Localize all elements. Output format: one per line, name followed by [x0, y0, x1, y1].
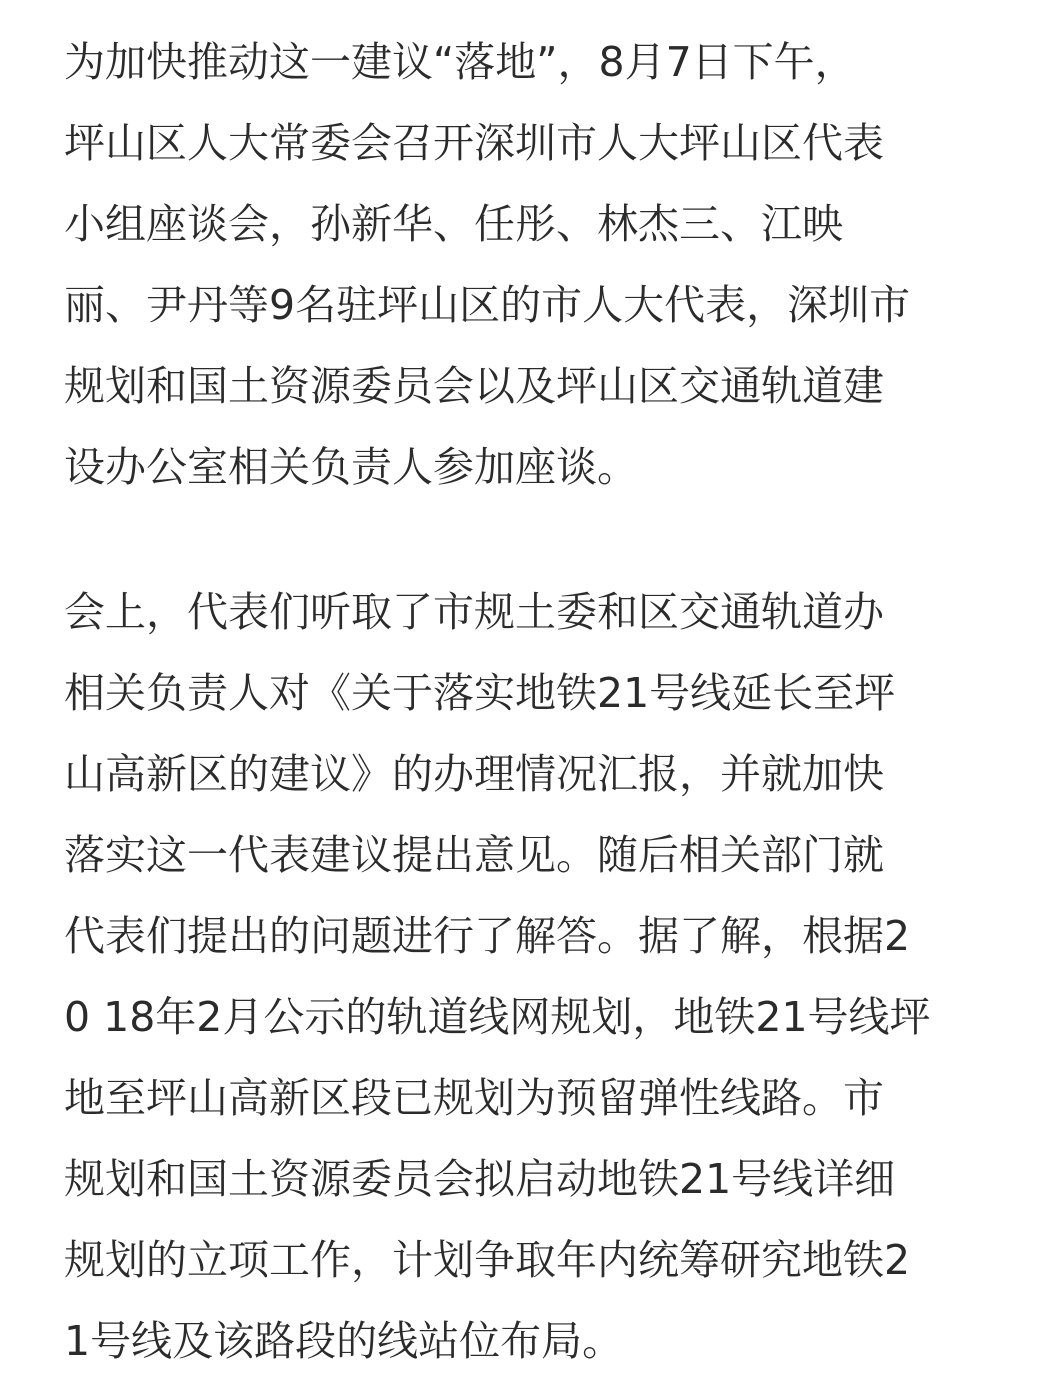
text-line: 会上，代表们听取了市规土委和区交通轨道办 [64, 588, 884, 636]
text-line: 规划和国土资源委员会以及坪山区交通轨道建 [64, 362, 884, 410]
text-line: 规划的立项工作，计划争取年内统筹研究地铁2 [64, 1236, 911, 1284]
text-line: 落实这一代表建议提出意见。随后相关部门就 [64, 831, 884, 879]
text-line: 小组座谈会，孙新华、任彤、林杰三、江映 [64, 200, 843, 248]
text-line: 1号线及该路段的线站位布局。 [64, 1317, 624, 1365]
text-line: 0 18年2月公示的轨道线网规划，地铁21号线坪 [64, 993, 931, 1041]
paragraph-2 [64, 572, 1054, 1382]
text-line: 地至坪山高新区段已规划为预留弹性线路。市 [64, 1074, 884, 1122]
paragraph-1 [64, 22, 1054, 508]
text-line: 坪山区人大常委会召开深圳市人大坪山区代表 [64, 119, 884, 167]
article-body [64, 22, 1054, 1382]
text-line: 规划和国土资源委员会拟启动地铁21号线详细 [64, 1155, 896, 1203]
text-line: 代表们提出的问题进行了解答。据了解，根据2 [64, 912, 911, 960]
text-line: 为加快推动这一建议“落地”，8月7日下午， [64, 38, 856, 86]
text-line: 山高新区的建议》的办理情况汇报，并就加快 [64, 750, 884, 798]
paragraph-spacer [64, 508, 1054, 572]
text-line: 设办公室相关负责人参加座谈。 [64, 443, 638, 491]
text-line: 相关负责人对《关于落实地铁21号线延长至坪 [64, 669, 896, 717]
text-line: 丽、尹丹等9名驻坪山区的市人大代表，深圳市 [64, 281, 911, 329]
